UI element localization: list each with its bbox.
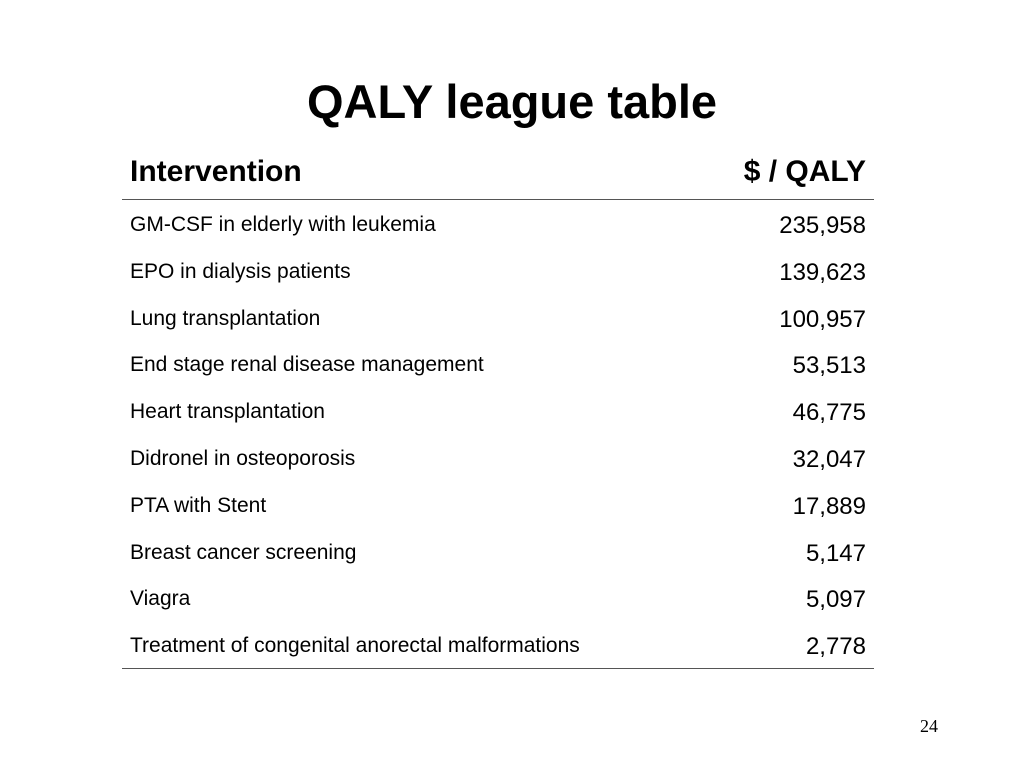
intervention-cell: Heart transplantation — [130, 400, 325, 424]
qaly-league-table — [122, 148, 874, 669]
intervention-cell: Didronel in osteoporosis — [130, 446, 356, 470]
table-row — [122, 574, 874, 621]
cost-per-qaly-cell: 32,047 — [792, 445, 866, 473]
intervention-cell: Viagra — [130, 587, 191, 611]
header-cost-per-qaly: $ / QALY — [743, 155, 866, 188]
cost-per-qaly-cell: 2,778 — [805, 633, 866, 661]
intervention-cell: Breast cancer screening — [130, 540, 357, 564]
table-row — [122, 294, 874, 341]
cost-per-qaly-cell: 139,623 — [779, 258, 866, 286]
page-number: 24 — [920, 716, 938, 736]
table-row — [122, 200, 874, 247]
intervention-cell: PTA with Stent — [130, 493, 267, 517]
cost-per-qaly-cell: 17,889 — [792, 492, 866, 520]
intervention-cell: End stage renal disease management — [130, 353, 484, 377]
intervention-cell: EPO in dialysis patients — [130, 259, 351, 283]
cost-per-qaly-cell: 5,097 — [805, 586, 866, 614]
table-row — [122, 481, 874, 528]
table-row — [122, 621, 874, 668]
table-row — [122, 340, 874, 387]
cost-per-qaly-cell: 100,957 — [779, 305, 866, 333]
cost-per-qaly-cell: 5,147 — [805, 539, 866, 567]
table-row — [122, 434, 874, 481]
header-intervention: Intervention — [130, 155, 302, 188]
table-header — [122, 148, 874, 200]
intervention-cell: GM-CSF in elderly with leukemia — [130, 213, 436, 236]
table-row — [122, 528, 874, 575]
cost-per-qaly-cell: 235,958 — [779, 212, 866, 239]
cost-per-qaly-cell: 53,513 — [792, 352, 866, 380]
intervention-cell: Treatment of congenital anorectal malformations — [130, 634, 580, 658]
slide-title: QALY league table — [306, 75, 718, 128]
table-row — [122, 247, 874, 294]
cost-per-qaly-cell: 46,775 — [792, 399, 866, 427]
intervention-cell: Lung transplantation — [130, 306, 321, 330]
table-row — [122, 387, 874, 434]
table-body — [122, 200, 874, 669]
